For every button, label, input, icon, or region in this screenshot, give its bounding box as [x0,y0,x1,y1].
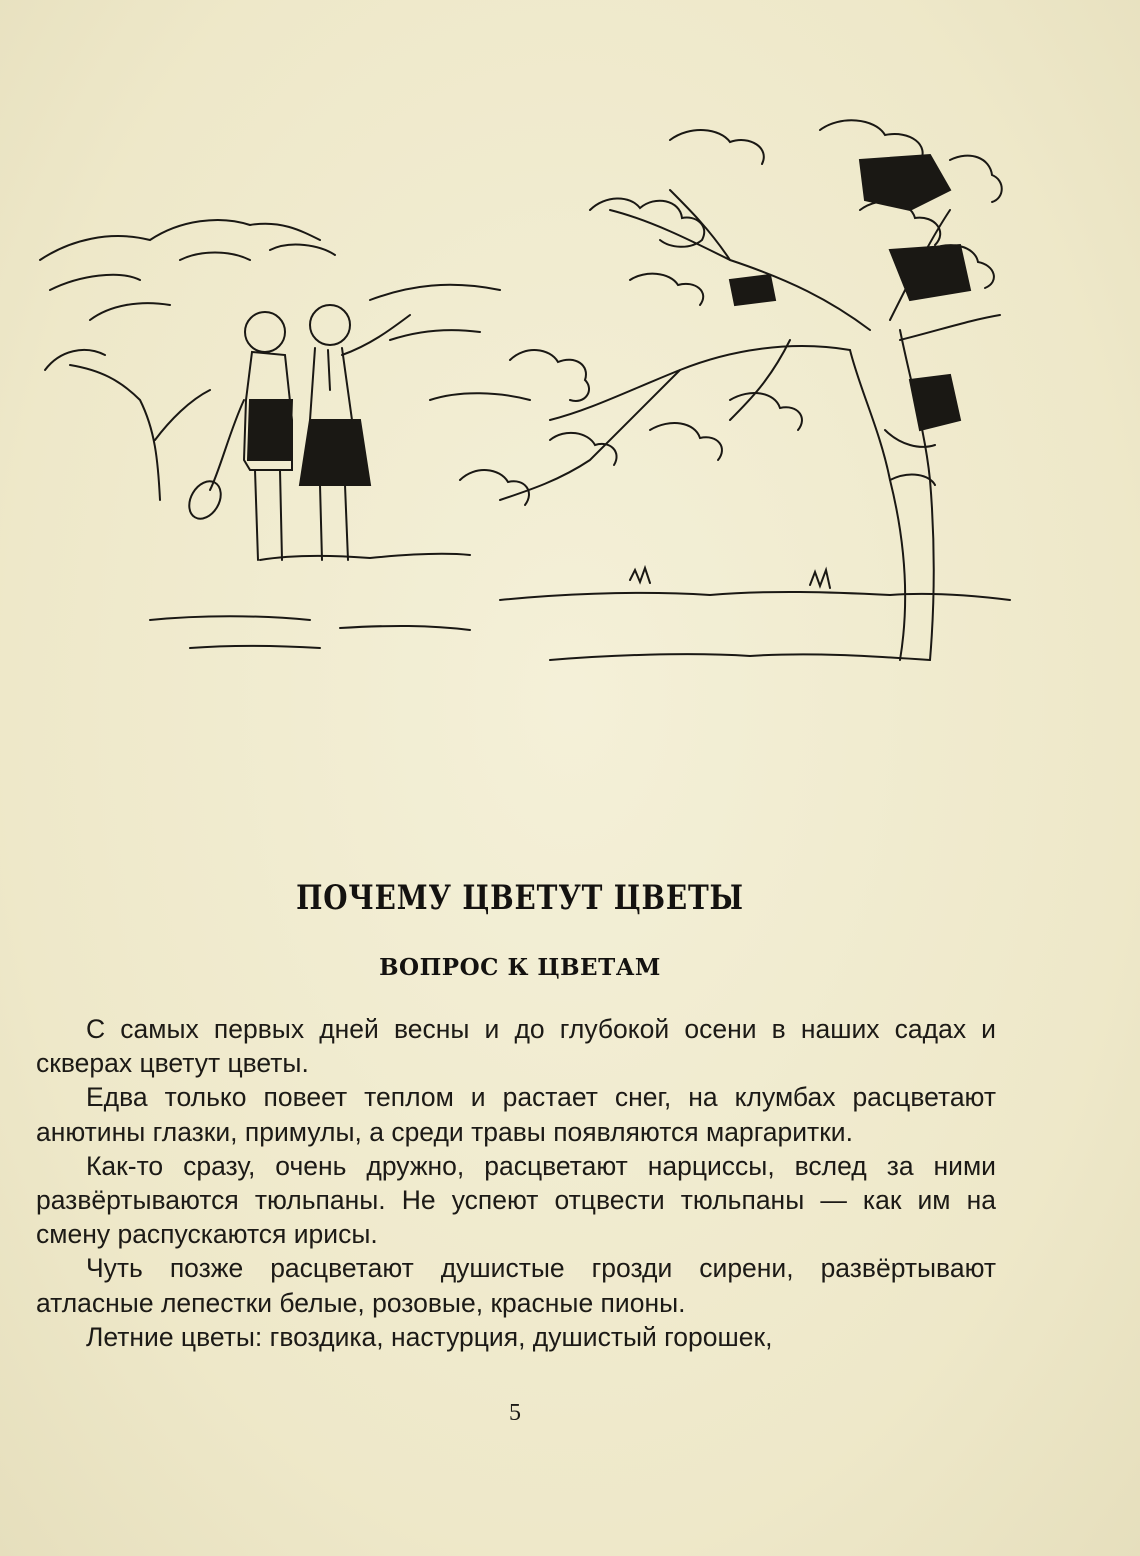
paragraph: С самых первых дней весны и до глубокой осени в наших садах и скверах цветут цветы. [36,1014,996,1079]
paragraph: Летние цветы: гвоздика, настурция, душистый горошек, [86,1321,773,1352]
section-subtitle: ВОПРОС К ЦВЕТАМ [379,954,661,981]
page-number: 5 [509,1400,521,1426]
illustration-children-and-tree [30,100,1030,700]
paragraph: Едва только повеет теплом и растает снег, на клумбах расцветают анютины глазки, примулы, а среди травы появляются маргаритки. [36,1082,996,1147]
paragraph: Как-то сразу, очень дружно, расцветают нарциссы, вслед за ними развёртываются тюльпаны. Не успеют отцвести тюльпаны — как им на смену распускаются ирисы. [36,1150,996,1250]
body-text [36,1012,996,1354]
paragraph: Чуть позже расцветают душистые грозди сирени, развёртывают атласные лепестки белые, розовые, красные пионы. [36,1253,996,1318]
chapter-title: ПОЧЕМУ ЦВЕТУТ ЦВЕТЫ [296,878,744,918]
